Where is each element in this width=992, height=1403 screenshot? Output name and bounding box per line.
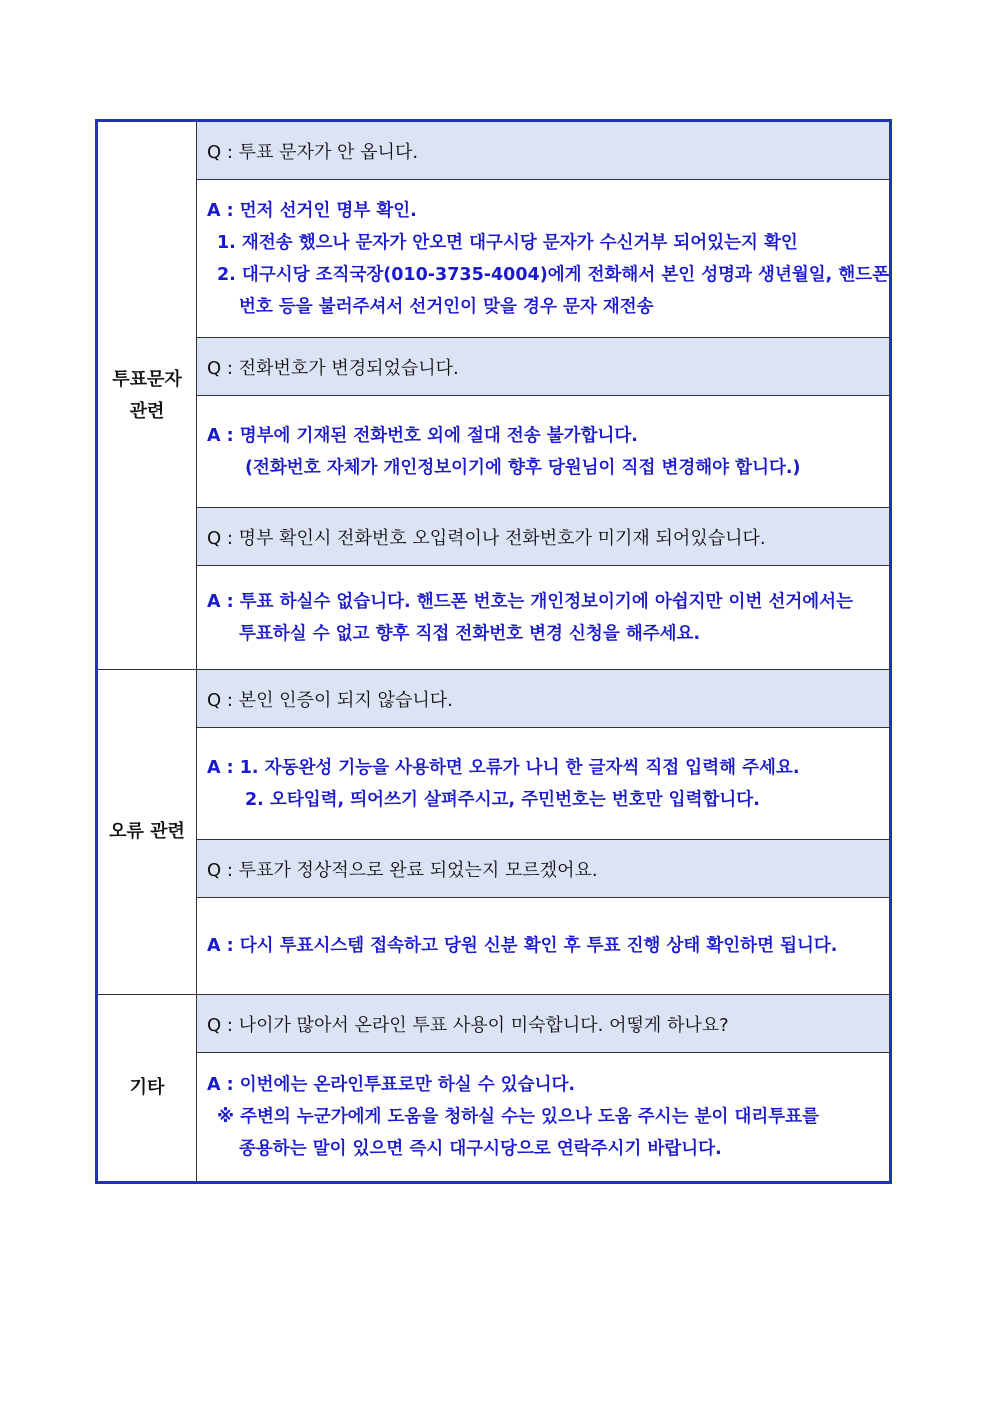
answer-cell [197,566,891,670]
table-row [97,898,891,995]
table-row [97,508,891,566]
question-cell: Q : 투표 문자가 안 옵니다. [197,121,891,180]
answer-line: 1. 재전송 했으나 문자가 안오면 대구시당 문자가 수신거부 되어있는지 확인 [217,232,798,253]
question-cell: Q : 명부 확인시 전화번호 오입력이나 전화번호가 미기재 되어있습니다. [197,508,891,566]
answer-line: A : 명부에 기재된 전화번호 외에 절대 전송 불가합니다. [207,425,638,446]
answer-line: 종용하는 말이 있으면 즉시 대구시당으로 연락주시기 바랍니다. [239,1139,722,1159]
table-row [97,396,891,508]
question-cell: Q : 투표가 정상적으로 완료 되었는지 모르겠어요. [197,840,891,898]
table-row [97,1053,891,1183]
category-label: 기타 [129,1077,165,1098]
faq-table [95,119,892,1184]
answer-line: 번호 등을 불러주셔서 선거인이 맞을 경우 문자 재전송 [239,296,654,317]
table-row [97,180,891,338]
category-label: 관련 [129,400,165,422]
table-row [97,338,891,396]
answer-line: A : 이번에는 온라인투표로만 하실 수 있습니다. [207,1075,576,1095]
answer-cell [197,1053,891,1183]
category-cell [97,121,197,670]
category-label: 투표문자 [112,368,182,390]
answer-line: 2. 오타입력, 띄어쓰기 살펴주시고, 주민번호는 번호만 입력합니다. [245,789,760,810]
answer-cell [197,898,891,995]
answer-line: A : 1. 자동완성 기능을 사용하면 오류가 나니 한 글자씩 직접 입력해 주세요. [207,757,800,778]
category-cell [97,670,197,995]
table-row [97,566,891,670]
question-cell: Q : 본인 인증이 되지 않습니다. [197,670,891,728]
answer-line: 투표하실 수 없고 향후 직접 전화번호 변경 신청을 해주세요. [239,623,701,644]
answer-line: A : 다시 투표시스템 접속하고 당원 신분 확인 후 투표 진행 상태 확인하면 됩니다. [207,936,838,956]
answer-line: ※ 주변의 누군가에게 도움을 청하실 수는 있으나 도움 주시는 분이 대리투표를 [217,1107,819,1127]
table-row [97,728,891,840]
table-row [97,995,891,1053]
category-label: 오류 관련 [109,821,185,842]
table-row [97,121,891,180]
question-cell: Q : 전화번호가 변경되었습니다. [197,338,891,396]
answer-cell [197,728,891,840]
answer-line: A : 투표 하실수 없습니다. 핸드폰 번호는 개인정보이기에 아쉽지만 이번 선거에서는 [207,591,853,612]
answer-cell [197,180,891,338]
table-row [97,840,891,898]
answer-line: A : 먼저 선거인 명부 확인. [207,200,417,221]
answer-cell [197,396,891,508]
answer-line: 2. 대구시당 조직국장(010-3735-4004)에게 전화해서 본인 성명과 생년월일, 핸드폰 [217,264,890,285]
table-row [97,670,891,728]
question-cell: Q : 나이가 많아서 온라인 투표 사용이 미숙합니다. 어떻게 하나요? [197,995,891,1053]
category-cell [97,995,197,1183]
answer-line: (전화번호 자체가 개인정보이기에 향후 당원님이 직접 변경해야 합니다.) [245,457,801,478]
